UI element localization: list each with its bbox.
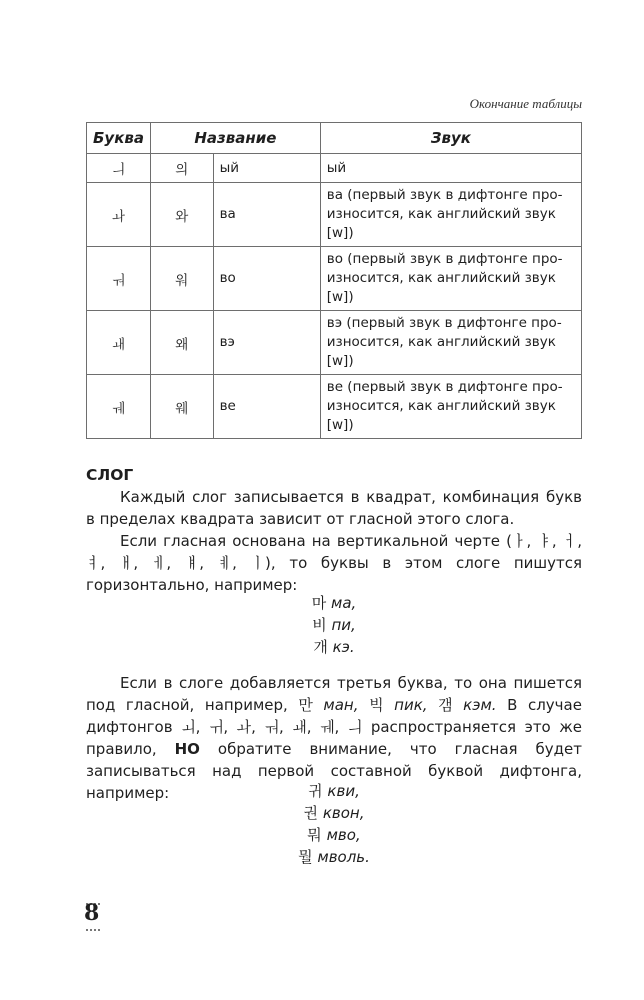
example-korean: 마 xyxy=(311,594,327,612)
table-row xyxy=(87,375,582,439)
example-item xyxy=(86,802,582,824)
cell-letter: ㅘ xyxy=(87,183,151,247)
cell-name: ве xyxy=(213,375,320,439)
example-item xyxy=(86,780,582,802)
cell-syllable: 워 xyxy=(151,247,214,311)
example-item xyxy=(86,636,582,658)
examples-diphthong xyxy=(86,780,582,868)
paragraph-1-text: Каждый слог записывается в квадрат, комбинация букв в пределах квадрата зависит от гласной этого слога. xyxy=(86,488,582,528)
example-translit: кэм. xyxy=(463,696,497,714)
emphasis-but: НО xyxy=(174,740,200,758)
example-item xyxy=(86,592,582,614)
cell-sound: ый xyxy=(320,154,581,183)
table-row xyxy=(87,247,582,311)
cell-name: ый xyxy=(213,154,320,183)
cell-syllable: 왜 xyxy=(151,311,214,375)
paragraph-2 xyxy=(86,530,582,596)
cell-syllable: 의 xyxy=(151,154,214,183)
cell-syllable: 와 xyxy=(151,183,214,247)
page-number-ornament-bottom xyxy=(86,929,100,933)
example-korean: 귀 xyxy=(308,782,323,800)
cell-syllable: 웨 xyxy=(151,375,214,439)
header-sound: Звук xyxy=(320,123,581,154)
example-translit: мво, xyxy=(326,826,361,844)
example-translit: кви, xyxy=(327,782,360,800)
example-translit: мволь. xyxy=(317,848,370,866)
cell-letter: ㅢ xyxy=(87,154,151,183)
table-caption: Окончание таблицы xyxy=(469,96,582,111)
cell-sound: ва (первый звук в дифтонге про-износится, как английский звук [w]) xyxy=(320,183,581,247)
example-translit: ман, xyxy=(323,696,359,714)
example-korean: 갬 xyxy=(438,696,453,714)
header-letter: Буква xyxy=(87,123,151,154)
header-name: Название xyxy=(151,123,321,154)
example-korean: 비 xyxy=(312,616,327,634)
example-korean: 개 xyxy=(313,638,328,656)
example-translit: пи, xyxy=(331,616,356,634)
table-row xyxy=(87,183,582,247)
example-korean: 권 xyxy=(303,804,319,822)
example-item xyxy=(86,846,582,868)
vowel-table xyxy=(86,122,582,439)
cell-name: ва xyxy=(213,183,320,247)
paragraph-3-text-a: Если в слоге добавляется третья буква, то она пишется под гласной, например, xyxy=(86,674,582,714)
example-korean: 뭘 xyxy=(298,848,313,866)
paragraph-3-text-b: В случае дифтонгов ㅚ, ㅟ, ㅘ, ㅝ, ㅙ, ㅞ, ㅢ распространяется это же правило, xyxy=(86,696,582,758)
cell-sound: ве (первый звук в дифтонге про-износится, как английский звук [w]) xyxy=(320,375,581,439)
example-translit: пик, xyxy=(394,696,428,714)
cell-sound: вэ (первый звук в дифтонге про-износится, как английский звук [w]) xyxy=(320,311,581,375)
example-korean: 뭐 xyxy=(307,826,322,844)
table-row xyxy=(87,154,582,183)
table-header-row xyxy=(87,123,582,154)
example-translit: квон, xyxy=(322,804,365,822)
cell-sound: во (первый звук в дифтонге про-износится, как английский звук [w]) xyxy=(320,247,581,311)
table-row xyxy=(87,311,582,375)
paragraph-3-text-c: обратите внимание, что гласная будет записываться над первой составной буквой дифтонга, например: xyxy=(86,740,583,802)
cell-letter: ㅙ xyxy=(87,311,151,375)
page-number: 8 xyxy=(84,900,100,926)
example-korean: 만 xyxy=(298,696,313,714)
examples-horizontal xyxy=(86,592,582,658)
example-translit: кэ. xyxy=(332,638,355,656)
cell-letter: ㅞ xyxy=(87,375,151,439)
cell-name: во xyxy=(213,247,320,311)
cell-letter: ㅝ xyxy=(87,247,151,311)
paragraph-1 xyxy=(86,486,582,530)
section-title: СЛОГ xyxy=(86,466,134,484)
cell-name: вэ xyxy=(213,311,320,375)
example-item xyxy=(86,614,582,636)
example-korean: 빅 xyxy=(369,696,384,714)
example-translit: ма, xyxy=(331,594,357,612)
paragraph-2-text: Если гласная основана на вертикальной черте (ㅏ, ㅑ, ㅓ, ㅕ, ㅐ, ㅔ, ㅒ, ㅖ, ㅣ), то буквы в этом слоге пишутся горизонтально, например: xyxy=(86,532,582,594)
example-item xyxy=(86,824,582,846)
